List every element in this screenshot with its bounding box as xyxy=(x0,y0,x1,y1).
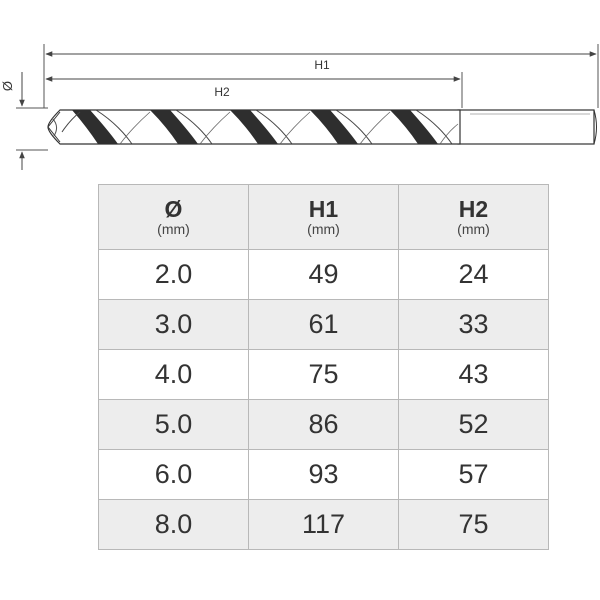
cell-h2: 52 xyxy=(399,400,549,450)
header-unit: (mm) xyxy=(307,221,340,237)
cell-diameter: 2.0 xyxy=(99,250,249,300)
dimension-table xyxy=(98,184,549,550)
cell-diameter: 8.0 xyxy=(99,500,249,550)
cell-h1: 75 xyxy=(249,350,399,400)
cell-h2: 43 xyxy=(399,350,549,400)
cell-h1: 49 xyxy=(249,250,399,300)
header-name: Ø xyxy=(164,196,183,222)
table-row xyxy=(99,400,549,450)
cell-diameter: 3.0 xyxy=(99,300,249,350)
cell-diameter: 5.0 xyxy=(99,400,249,450)
cell-h1: 93 xyxy=(249,450,399,500)
cell-h1: 61 xyxy=(249,300,399,350)
header-name: H1 xyxy=(308,196,339,222)
diameter-label: Ø xyxy=(0,80,15,92)
table-row xyxy=(99,500,549,550)
h1-label: H1 xyxy=(314,58,330,72)
cell-h2: 33 xyxy=(399,300,549,350)
cell-h1: 86 xyxy=(249,400,399,450)
header-unit: (mm) xyxy=(457,221,490,237)
cell-diameter: 6.0 xyxy=(99,450,249,500)
table-row xyxy=(99,250,549,300)
header-unit: (mm) xyxy=(157,221,190,237)
h1-dimension xyxy=(44,44,598,108)
cell-h2: 75 xyxy=(399,500,549,550)
drill-bit xyxy=(48,110,597,144)
header-h2 xyxy=(399,185,549,250)
header-diameter xyxy=(99,185,249,250)
table-row xyxy=(99,350,549,400)
table-row xyxy=(99,450,549,500)
header-h1 xyxy=(249,185,399,250)
h2-label: H2 xyxy=(214,85,230,99)
cell-diameter: 4.0 xyxy=(99,350,249,400)
table-row xyxy=(99,300,549,350)
table-header-row xyxy=(99,185,549,250)
header-name: H2 xyxy=(458,196,489,222)
cell-h2: 24 xyxy=(399,250,549,300)
cell-h2: 57 xyxy=(399,450,549,500)
cell-h1: 117 xyxy=(249,500,399,550)
h2-dimension xyxy=(46,72,462,108)
drill-bit-dimension-drawing xyxy=(0,0,600,180)
diameter-dimension xyxy=(0,72,48,170)
